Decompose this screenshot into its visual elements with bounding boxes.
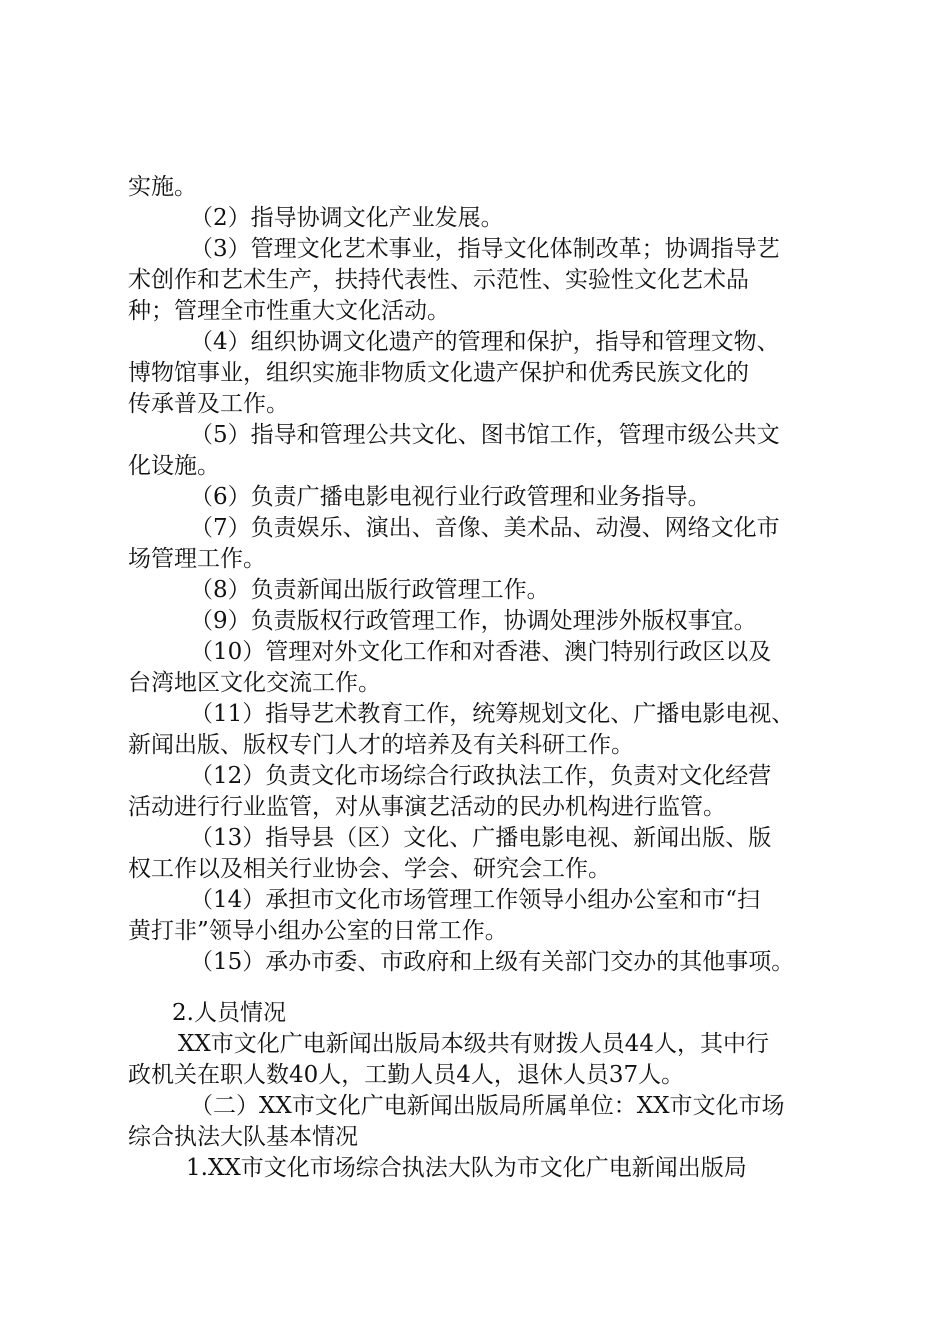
paragraph-line: XX市文化广电新闻出版局本级共有财拨人员44人，其中行 — [178, 1031, 770, 1057]
paragraph-line: 化设施。 — [128, 453, 220, 479]
section-gap — [128, 978, 830, 998]
paragraph-line: 新闻出版、版权专门人才的培养及有关科研工作。 — [128, 732, 634, 758]
paragraph-line: 活动进行行业监管，对从事演艺活动的民办机构进行监管。 — [128, 794, 726, 820]
paragraph-line: 1.XX市文化市场综合执法大队为市文化广电新闻出版局 — [186, 1155, 747, 1181]
paragraph-line: 黄打非”领导小组办公室的日常工作。 — [128, 918, 508, 944]
list-item-4: （4）组织协调文化遗产的管理和保护，指导和管理文物、 — [190, 329, 780, 355]
list-item-10: （10）管理对外文化工作和对香港、澳门特别行政区以及 — [190, 639, 772, 665]
list-item-11: （11）指导艺术教育工作，统筹规划文化、广播电影电视、 — [190, 701, 795, 727]
paragraph-line: 种；管理全市性重大文化活动。 — [128, 298, 450, 324]
list-item-3: （3）管理文化艺术事业，指导文化体制改革；协调指导艺 — [190, 236, 780, 262]
list-item-15: （15）承办市委、市政府和上级有关部门交办的其他事项。 — [190, 949, 795, 975]
list-item-13: （13）指导县（区）文化、广播电影电视、新闻出版、版 — [190, 825, 772, 851]
list-item-5: （5）指导和管理公共文化、图书馆工作，管理市级公共文 — [190, 422, 780, 448]
paragraph-line: 场管理工作。 — [128, 546, 266, 572]
list-item-6: （6）负责广播电影电视行业行政管理和业务指导。 — [190, 484, 711, 510]
paragraph-line: 台湾地区文化交流工作。 — [128, 670, 381, 696]
list-item-9: （9）负责版权行政管理工作，协调处理涉外版权事宜。 — [190, 608, 757, 634]
document-body — [128, 172, 830, 1184]
list-item-8: （8）负责新闻出版行政管理工作。 — [190, 577, 550, 603]
list-item-14: （14）承担市文化市场管理工作领导小组办公室和市“扫 — [190, 887, 761, 913]
list-item-12: （12）负责文化市场综合行政执法工作，负责对文化经营 — [190, 763, 772, 789]
paragraph-line: 实施。 — [128, 174, 197, 200]
subsection-heading: （二）XX市文化广电新闻出版局所属单位：XX市文化市场 — [190, 1093, 785, 1119]
paragraph-line: 传承普及工作。 — [128, 391, 289, 417]
paragraph-line: 权工作以及相关行业协会、学会、研究会工作。 — [128, 856, 611, 882]
paragraph-line: 术创作和艺术生产，扶持代表性、示范性、实验性文化艺术品 — [128, 267, 749, 293]
paragraph-line: 综合执法大队基本情况 — [128, 1124, 358, 1150]
paragraph-line: 政机关在职人数40人，工勤人员4人，退休人员37人。 — [128, 1062, 685, 1088]
list-item-2: （2）指导协调文化产业发展。 — [190, 205, 504, 231]
list-item-7: （7）负责娱乐、演出、音像、美术品、动漫、网络文化市 — [190, 515, 780, 541]
paragraph-line: 博物馆事业，组织实施非物质文化遗产保护和优秀民族文化的 — [128, 360, 749, 386]
section-heading: 2.人员情况 — [172, 1000, 286, 1026]
